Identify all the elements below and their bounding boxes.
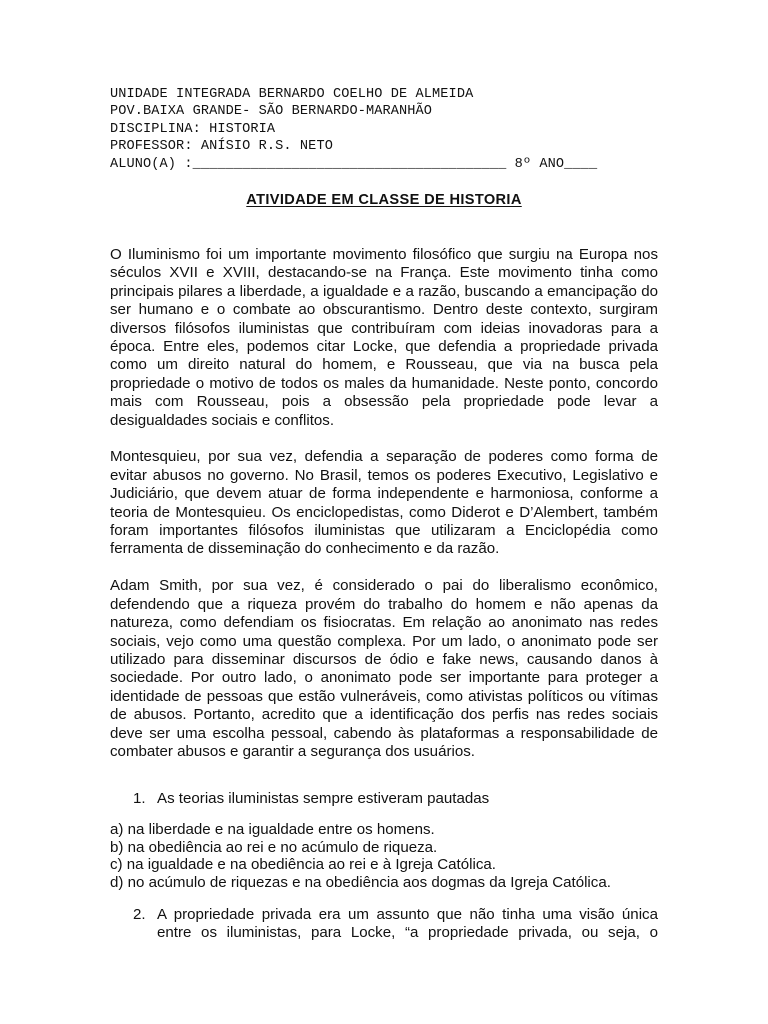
question-2-number: 2.: [133, 906, 146, 923]
document-header: [110, 86, 670, 173]
paragraph-adam-smith: Adam Smith, por sua vez, é considerado o pai do liberalismo econômico, defendendo que a riqueza provém do trabalho do homem e não apenas da natureza, como defendiam os fisiocratas. Em relação ao anonimato nas redes sociais, vejo como uma questão complexa. Por um lado, o anonimato pode ser utilizado para disseminar discursos de ódio e fake news, causando danos à sociedade. Por outro lado, o anonimato pode ser importante para proteger a identidade de pessoas que estão vulneráveis, como ativistas políticos ou vítimas de abusos. Portanto, acredito que a identificação dos perfis nas redes sociais deve ser uma escolha pessoal, cabendo às plataformas a responsabilidade de combater abusos e garantir a segurança dos usuários.: [110, 577, 658, 760]
question-1-text: As teorias iluministas sempre estiveram pautadas: [157, 790, 490, 807]
option-d: d) no acúmulo de riquezas e na obediência aos dogmas da Igreja Católica.: [110, 873, 611, 891]
paragraph-montesquieu: Montesquieu, por sua vez, defendia a separação de poderes como forma de evitar abusos no governo. No Brasil, temos os poderes Executivo, Legislativo e Judiciário, que devem atuar de forma independente e harmoniosa, conforme a teoria de Montesquieu. Os enciclopedistas, como Diderot e D’Alembert, também foram importantes filósofos iluministas que utilizaram a Enciclopédia como ferramenta de disseminação do conhecimento e da razão.: [110, 448, 658, 558]
option-c: c) na igualdade e na obediência ao rei e à Igreja Católica.: [110, 856, 496, 873]
question-1-number: 1.: [133, 790, 146, 807]
question-1-options: [110, 821, 658, 891]
body-text: [110, 246, 658, 780]
activity-title: [110, 192, 658, 208]
paragraph-iluminismo: O Iluminismo foi um importante movimento filosófico que surgiu na Europa nos séculos XVII e XVIII, destacando-se na França. Este movimento tinha como principais pilares a liberdade, a igualdade e a razão, buscando a emancipação do ser humano e o combate ao obscurantismo. Dentro deste contexto, surgiram diversos filósofos iluministas que contribuíram com ideias inovadoras para a época. Entre eles, podemos citar Locke, que defendia a propriedade privada como um direito natural do homem, e Rousseau, que via na busca pela propriedade o motivo de todos os males da humanidade. Neste ponto, concordo mais com Rousseau, pois a obsessão pela propriedade pode levar a desigualdades sociais e conflitos.: [110, 246, 658, 429]
activity-title-text: ATIVIDADE EM CLASSE DE HISTORIA: [246, 192, 522, 208]
option-a: a) na liberdade e na igualdade entre os homens.: [110, 821, 435, 838]
teacher-line: PROFESSOR: ANÍSIO R.S. NETO: [110, 139, 333, 155]
question-2-text: A propriedade privada era um assunto que não tinha uma visão única entre os iluministas, para Locke, “a propriedade privada, ou seja, o: [157, 906, 658, 942]
discipline-line: DISCIPLINA: HISTORIA: [110, 121, 276, 137]
student-line: ALUNO(A) :______________________________________ 8º ANO____: [110, 156, 598, 172]
school-location: POV.BAIXA GRANDE- SÃO BERNARDO-MARANHÃO: [110, 104, 433, 120]
school-name: UNIDADE INTEGRADA BERNARDO COELHO DE ALMEIDA: [110, 87, 474, 102]
option-b: b) na obediência ao rei e no acúmulo de riqueza.: [110, 838, 438, 856]
